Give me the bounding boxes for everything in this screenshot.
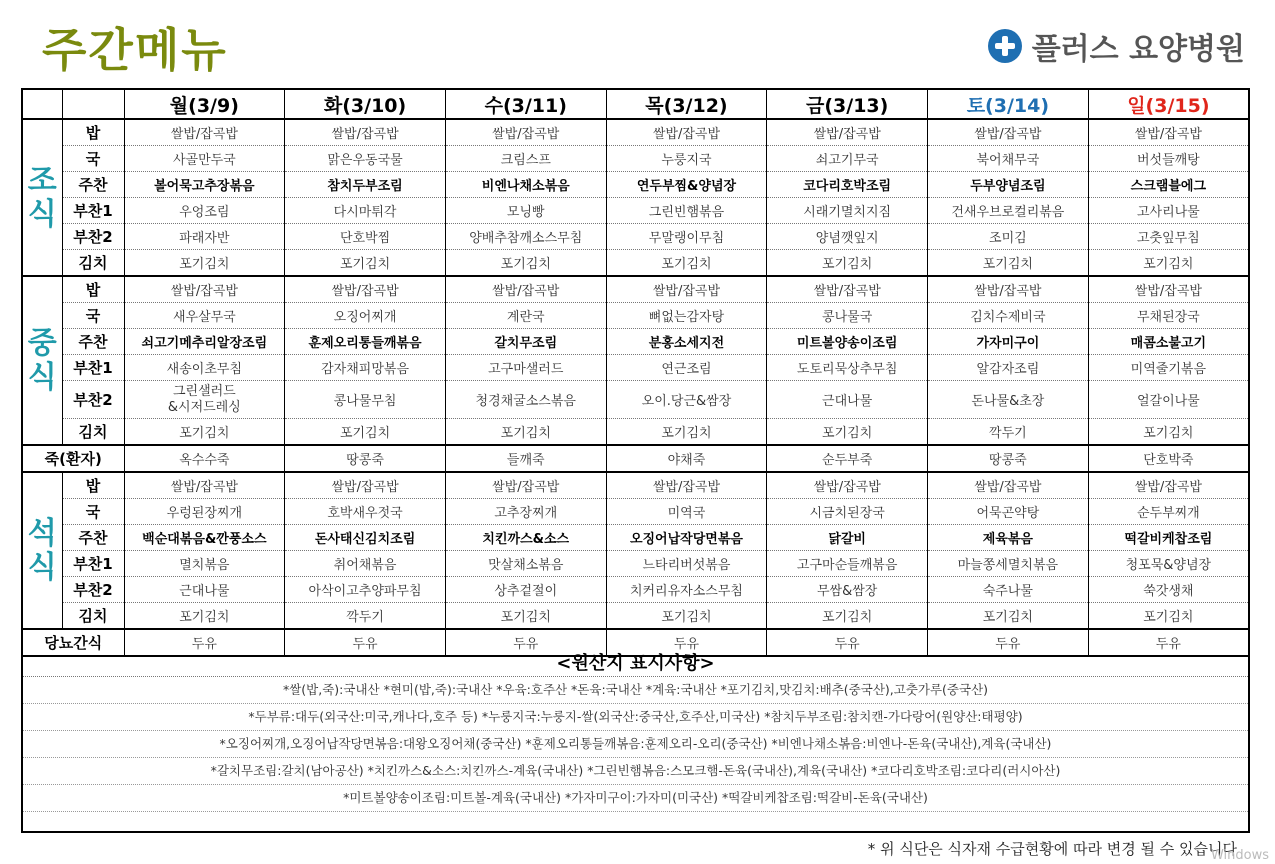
menu-item: 미역줄기볶음 (1088, 355, 1249, 381)
menu-item: 미트볼양송이조림 (767, 329, 928, 355)
day-header: 토(3/14) (928, 89, 1089, 119)
origin-line: *오징어찌개,오징어납작당면볶음:대왕오징어채(중국산) *훈제오리통들깨볶음:훈제오리-오리(중국산) *비엔나채소볶음:비엔나-돈육(국내산),계육(국내산) (23, 731, 1248, 758)
menu-row (22, 329, 1249, 355)
windows-watermark: Windows (1210, 848, 1269, 863)
menu-item: 사골만두국 (124, 146, 285, 172)
menu-item: 우렁된장찌개 (124, 499, 285, 525)
menu-item: 마늘쫑세멸치볶음 (928, 551, 1089, 577)
menu-item: 콩나물국 (767, 303, 928, 329)
menu-item: 쌀밥/잡곡밥 (767, 119, 928, 146)
menu-item: 포기김치 (1088, 603, 1249, 630)
menu-item: 버섯들깨탕 (1088, 146, 1249, 172)
menu-item: 포기김치 (1088, 250, 1249, 277)
menu-item: 단호박죽 (1088, 445, 1249, 472)
menu-item: 건새우브로컬리볶음 (928, 198, 1089, 224)
menu-item: 두유 (767, 629, 928, 656)
category-label: 당뇨간식 (22, 629, 124, 656)
medical-cross-icon (988, 29, 1022, 63)
menu-item: 야채죽 (606, 445, 767, 472)
menu-item: 김치수제비국 (928, 303, 1089, 329)
menu-item: 쌀밥/잡곡밥 (124, 119, 285, 146)
menu-item: 모닝빵 (445, 198, 606, 224)
menu-item: 쌀밥/잡곡밥 (1088, 119, 1249, 146)
menu-row (22, 419, 1249, 446)
category-label: 주찬 (62, 172, 124, 198)
menu-row (22, 172, 1249, 198)
menu-row (22, 472, 1249, 499)
origin-title: <원산지 표시사항> (23, 651, 1248, 677)
menu-item: 매콤소불고기 (1088, 329, 1249, 355)
menu-item: 가자미구이 (928, 329, 1089, 355)
page-title: 주간메뉴 (42, 23, 228, 77)
menu-item: 백순대볶음&깐풍소스 (124, 525, 285, 551)
menu-item: 순두부찌개 (1088, 499, 1249, 525)
menu-item: 쌀밥/잡곡밥 (928, 276, 1089, 303)
menu-item: 연근조림 (606, 355, 767, 381)
menu-item: 청경채굴소스볶음 (445, 381, 606, 419)
category-label: 밥 (62, 472, 124, 499)
category-label: 부찬2 (62, 381, 124, 419)
menu-item: 쌀밥/잡곡밥 (285, 276, 446, 303)
menu-item: 상추겉절이 (445, 577, 606, 603)
menu-item: 콩나물무침 (285, 381, 446, 419)
menu-item: 쌀밥/잡곡밥 (767, 276, 928, 303)
menu-row (22, 250, 1249, 277)
menu-item: 쌀밥/잡곡밥 (445, 472, 606, 499)
menu-item: 쌀밥/잡곡밥 (606, 119, 767, 146)
menu-item: 닭갈비 (767, 525, 928, 551)
menu-row (22, 224, 1249, 250)
menu-item: 땅콩죽 (928, 445, 1089, 472)
menu-item: 비엔나채소볶음 (445, 172, 606, 198)
hospital-logo (988, 24, 1245, 68)
menu-item: 미역국 (606, 499, 767, 525)
menu-row (22, 499, 1249, 525)
meal-label: 중식 (22, 276, 62, 445)
menu-item: 포기김치 (445, 250, 606, 277)
porridge-row (22, 445, 1249, 472)
menu-item: 오이.당근&쌈장 (606, 381, 767, 419)
day-header: 월(3/9) (124, 89, 285, 119)
menu-item: 포기김치 (606, 603, 767, 630)
day-header: 화(3/10) (285, 89, 446, 119)
menu-item: 다시마튀각 (285, 198, 446, 224)
day-header: 금(3/13) (767, 89, 928, 119)
menu-row (22, 603, 1249, 630)
menu-item: 제육볶음 (928, 525, 1089, 551)
menu-item: 근대나물 (124, 577, 285, 603)
menu-item: 쌀밥/잡곡밥 (606, 472, 767, 499)
origin-line: *두부류:대두(외국산:미국,캐나다,호주 등) *누룽지국:누룽지-쌀(외국산:중국산,호주산,미국산) *참치두부조림:참치캔-가다랑어(원양산:태평양) (23, 704, 1248, 731)
footnote: * 위 식단은 식자재 수급현황에 따라 변경 될 수 있습니다 (867, 840, 1237, 858)
menu-item: 숙주나물 (928, 577, 1089, 603)
menu-item: 시래기멸치지짐 (767, 198, 928, 224)
menu-item: 쌀밥/잡곡밥 (928, 472, 1089, 499)
category-label: 김치 (62, 250, 124, 277)
menu-item: 쌀밥/잡곡밥 (1088, 276, 1249, 303)
meal-label: 조식 (22, 119, 62, 276)
category-label: 부찬1 (62, 198, 124, 224)
menu-item: 조미김 (928, 224, 1089, 250)
origin-section (21, 651, 1250, 833)
menu-item: 포기김치 (928, 603, 1089, 630)
menu-item: 양념깻잎지 (767, 224, 928, 250)
menu-item: 어묵곤약탕 (928, 499, 1089, 525)
menu-item: 순두부죽 (767, 445, 928, 472)
weekly-menu-table (21, 88, 1250, 657)
menu-item: 쌀밥/잡곡밥 (285, 119, 446, 146)
category-label: 부찬2 (62, 577, 124, 603)
menu-item: 쌀밥/잡곡밥 (928, 119, 1089, 146)
menu-item: 계란국 (445, 303, 606, 329)
menu-item: 포기김치 (767, 603, 928, 630)
menu-item: 쌀밥/잡곡밥 (285, 472, 446, 499)
menu-item: 양배추참깨소스무침 (445, 224, 606, 250)
menu-item: 두유 (445, 629, 606, 656)
menu-item: 쌀밥/잡곡밥 (445, 119, 606, 146)
menu-item: 파래자반 (124, 224, 285, 250)
menu-item: 취어채볶음 (285, 551, 446, 577)
menu-item: 깍두기 (928, 419, 1089, 446)
menu-item: 누룽지국 (606, 146, 767, 172)
menu-item: 쇠고기무국 (767, 146, 928, 172)
menu-item: 포기김치 (445, 603, 606, 630)
menu-row (22, 198, 1249, 224)
menu-item: 코다리호박조림 (767, 172, 928, 198)
menu-row (22, 146, 1249, 172)
menu-row (22, 577, 1249, 603)
category-label: 김치 (62, 419, 124, 446)
origin-line: *갈치무조림:갈치(남아공산) *치킨까스&소스:치킨까스-계육(국내산) *그린빈햄볶음:스모크햄-돈육(국내산),계육(국내산) *코다리호박조림:코다리(러시아산) (23, 758, 1248, 785)
menu-item: 느타리버섯볶음 (606, 551, 767, 577)
menu-item: 포기김치 (1088, 419, 1249, 446)
menu-item: 호박새우젓국 (285, 499, 446, 525)
menu-item: 치킨까스&소스 (445, 525, 606, 551)
menu-item: 깍두기 (285, 603, 446, 630)
menu-item: 알감자조림 (928, 355, 1089, 381)
category-label: 밥 (62, 119, 124, 146)
menu-item: 고구마순들깨볶음 (767, 551, 928, 577)
meal-label: 석식 (22, 472, 62, 629)
day-header: 일(3/15) (1088, 89, 1249, 119)
menu-item: 우엉조림 (124, 198, 285, 224)
category-label: 밥 (62, 276, 124, 303)
menu-item: 무채된장국 (1088, 303, 1249, 329)
menu-item: 들깨죽 (445, 445, 606, 472)
menu-item: 포기김치 (445, 419, 606, 446)
menu-item: 분홍소세지전 (606, 329, 767, 355)
menu-row (22, 381, 1249, 419)
menu-item: 쌀밥/잡곡밥 (606, 276, 767, 303)
menu-row (22, 355, 1249, 381)
category-label: 주찬 (62, 329, 124, 355)
category-label: 국 (62, 146, 124, 172)
menu-item: 단호박찜 (285, 224, 446, 250)
menu-item: 갈치무조림 (445, 329, 606, 355)
menu-item: 두유 (1088, 629, 1249, 656)
menu-item: 청포묵&양념장 (1088, 551, 1249, 577)
menu-item: 뼈없는감자탕 (606, 303, 767, 329)
menu-item: 고추장찌개 (445, 499, 606, 525)
menu-item: 포기김치 (606, 250, 767, 277)
menu-item: 쇠고기메추리알장조림 (124, 329, 285, 355)
menu-item: 근대나물 (767, 381, 928, 419)
menu-item: 두유 (928, 629, 1089, 656)
corner-cell (22, 89, 62, 119)
menu-row (22, 119, 1249, 146)
day-header: 수(3/11) (445, 89, 606, 119)
menu-item: 그린빈햄볶음 (606, 198, 767, 224)
menu-item: 돈사태신김치조림 (285, 525, 446, 551)
menu-item: 포기김치 (606, 419, 767, 446)
menu-row (22, 525, 1249, 551)
hospital-name: 플러스 요양병원 (1031, 32, 1245, 67)
menu-item: 포기김치 (285, 419, 446, 446)
category-label: 주찬 (62, 525, 124, 551)
menu-item: 옥수수죽 (124, 445, 285, 472)
menu-item: 새송이초무침 (124, 355, 285, 381)
menu-row (22, 276, 1249, 303)
menu-item: 볼어묵고추장볶음 (124, 172, 285, 198)
menu-item: 고구마샐러드 (445, 355, 606, 381)
menu-item: 두부양념조림 (928, 172, 1089, 198)
corner-cell (62, 89, 124, 119)
day-header: 목(3/12) (606, 89, 767, 119)
menu-item: 오징어찌개 (285, 303, 446, 329)
menu-item: 쌀밥/잡곡밥 (124, 276, 285, 303)
category-label: 죽(환자) (22, 445, 124, 472)
menu-item: 쑥갓생채 (1088, 577, 1249, 603)
menu-item: 쌀밥/잡곡밥 (445, 276, 606, 303)
menu-row (22, 303, 1249, 329)
menu-item: 떡갈비케찹조림 (1088, 525, 1249, 551)
menu-item: 얼갈이나물 (1088, 381, 1249, 419)
menu-item: 그린샐러드 &시저드레싱 (124, 381, 285, 419)
menu-item: 포기김치 (124, 250, 285, 277)
menu-item: 고사리나물 (1088, 198, 1249, 224)
menu-item: 스크램블에그 (1088, 172, 1249, 198)
category-label: 부찬1 (62, 355, 124, 381)
category-label: 국 (62, 303, 124, 329)
menu-item: 무쌈&쌈장 (767, 577, 928, 603)
menu-item: 감자채피망볶음 (285, 355, 446, 381)
menu-item: 두유 (285, 629, 446, 656)
origin-line: *쌀(밥,죽):국내산 *현미(밥,죽):국내산 *우육:호주산 *돈육:국내산 *계육:국내산 *포기김치,맛김치:배추(중국산),고춧가루(중국산) (23, 677, 1248, 704)
menu-item: 치커리유자소스무침 (606, 577, 767, 603)
menu-item: 포기김치 (767, 250, 928, 277)
category-label: 부찬1 (62, 551, 124, 577)
menu-item: 쌀밥/잡곡밥 (767, 472, 928, 499)
menu-item: 포기김치 (124, 603, 285, 630)
menu-item: 무말랭이무침 (606, 224, 767, 250)
menu-item: 포기김치 (767, 419, 928, 446)
menu-item: 포기김치 (124, 419, 285, 446)
menu-item: 두유 (606, 629, 767, 656)
menu-item: 도토리묵상추무침 (767, 355, 928, 381)
menu-item: 맑은우동국물 (285, 146, 446, 172)
menu-item: 연두부찜&양념장 (606, 172, 767, 198)
menu-item: 쌀밥/잡곡밥 (1088, 472, 1249, 499)
menu-item: 땅콩죽 (285, 445, 446, 472)
menu-item: 두유 (124, 629, 285, 656)
menu-item: 참치두부조림 (285, 172, 446, 198)
category-label: 국 (62, 499, 124, 525)
menu-item: 훈제오리통들깨볶음 (285, 329, 446, 355)
menu-item: 돈나물&초장 (928, 381, 1089, 419)
origin-line: *미트볼양송이조림:미트볼-계육(국내산) *가자미구이:가자미(미국산) *떡갈비케찹조림:떡갈비-돈육(국내산) (23, 785, 1248, 812)
menu-item: 고춧잎무침 (1088, 224, 1249, 250)
menu-item: 아삭이고추양파무침 (285, 577, 446, 603)
menu-item: 멸치볶음 (124, 551, 285, 577)
menu-item: 시금치된장국 (767, 499, 928, 525)
menu-item: 쌀밥/잡곡밥 (124, 472, 285, 499)
menu-item: 포기김치 (285, 250, 446, 277)
menu-item: 크림스프 (445, 146, 606, 172)
menu-item: 맛살채소볶음 (445, 551, 606, 577)
menu-item: 오징어납작당면볶음 (606, 525, 767, 551)
menu-item: 새우살무국 (124, 303, 285, 329)
menu-item: 북어채무국 (928, 146, 1089, 172)
category-label: 김치 (62, 603, 124, 630)
category-label: 부찬2 (62, 224, 124, 250)
menu-row (22, 551, 1249, 577)
menu-item: 포기김치 (928, 250, 1089, 277)
